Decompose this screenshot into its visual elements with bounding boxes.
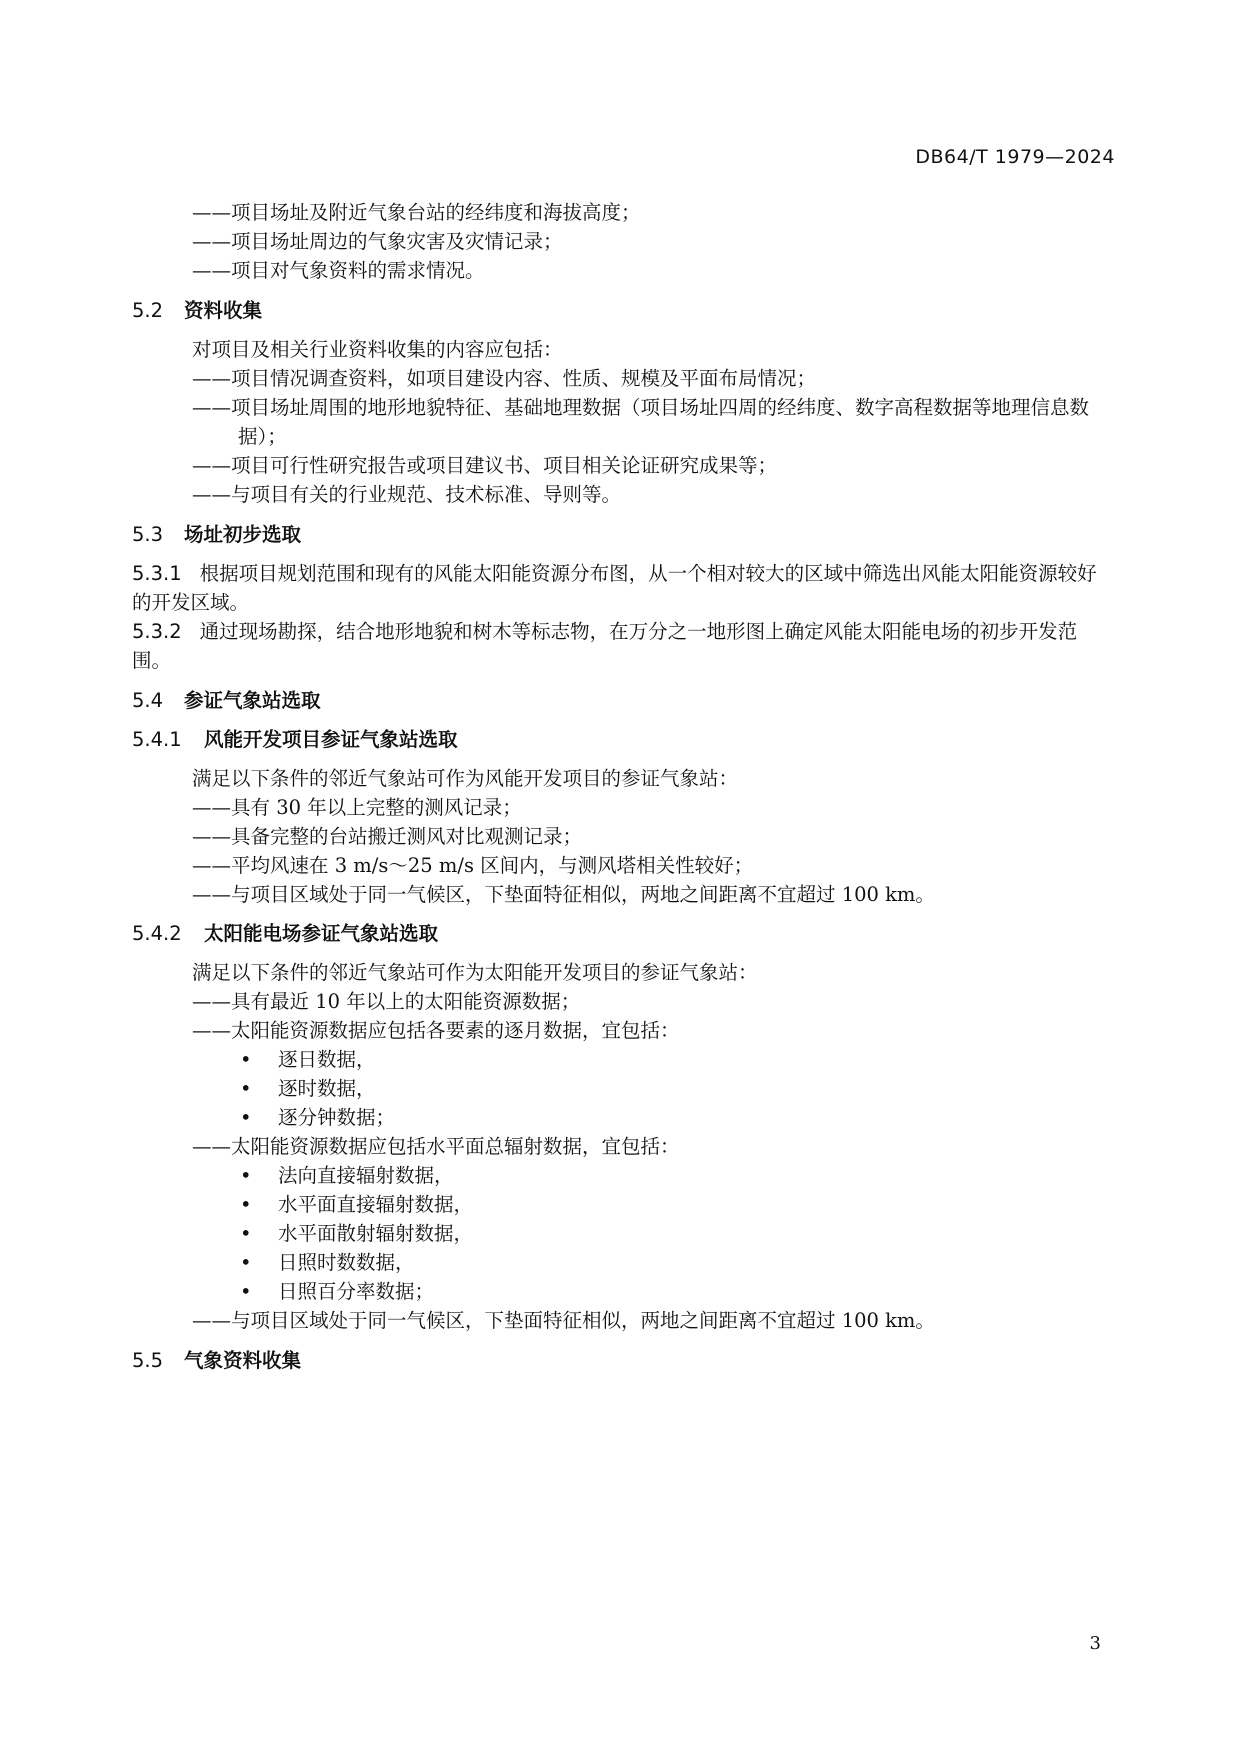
section-heading-5-3 [132,520,1116,549]
document-code: DB64/T 1979—2024 [915,146,1115,168]
subsection-heading-5-4-2 [132,919,1116,948]
bullet-item [146,1190,1116,1219]
bullet-dot-icon: • [240,1193,252,1216]
list-item: ——具备完整的台站搬迁测风对比观测记录； [192,825,583,848]
page-content [132,198,1116,1375]
list-item: ——具有 30 年以上完整的测风记录； [192,796,522,819]
section-number: 5.4 [132,689,164,712]
bullet-dot-icon: • [240,1222,252,1245]
page-number: 3 [1089,1633,1101,1654]
list-item: ——项目对气象资料的需求情况。 [192,259,485,282]
bullet-item [146,1103,1116,1132]
paragraph: 对项目及相关行业资料收集的内容应包括： [192,338,563,361]
clause-5-3-1 [132,559,1116,617]
bullet-item [146,1045,1116,1074]
list-item: ——太阳能资源数据应包括水平面总辐射数据，宜包括： [192,1135,680,1158]
bullet-dot-icon: • [240,1280,252,1303]
list-item: ——与项目区域处于同一气候区，下垫面特征相似，两地之间距离不宜超过 100 km。 [192,883,935,906]
section-title: 场址初步选取 [184,523,302,546]
bullet-dot-icon: • [240,1077,252,1100]
section-title: 气象资料收集 [184,1349,302,1372]
list-item: ——项目可行性研究报告或项目建议书、项目相关论证研究成果等； [192,454,778,477]
section-title: 风能开发项目参证气象站选取 [204,728,458,751]
list-item: ——项目场址周围的地形地貌特征、基础地理数据（项目场址四周的经纬度、数字高程数据等地理信息数据）； [192,396,1090,448]
clause-number: 5.3.2 [132,620,182,643]
bullet-item [146,1219,1116,1248]
section-number: 5.3 [132,523,164,546]
paragraph: 满足以下条件的邻近气象站可作为太阳能开发项目的参证气象站： [192,961,758,984]
bullet-text: 法向直接辐射数据， [278,1164,454,1187]
section-title: 参证气象站选取 [184,689,321,712]
clause-text: 根据项目规划范围和现有的风能太阳能资源分布图，从一个相对较大的区域中筛选出风能太阳能资源较好的开发区域。 [132,562,1097,614]
list-item: ——项目情况调查资料，如项目建设内容、性质、规模及平面布局情况； [192,367,817,390]
bullet-dot-icon: • [240,1164,252,1187]
bullet-item [146,1161,1116,1190]
bullet-dot-icon: • [240,1048,252,1071]
list-item: ——具有最近 10 年以上的太阳能资源数据； [192,990,581,1013]
bullet-text: 日照时数数据， [278,1251,415,1274]
paragraph: 满足以下条件的邻近气象站可作为风能开发项目的参证气象站： [192,767,739,790]
list-item: ——项目场址周边的气象灾害及灾情记录； [192,230,563,253]
list-item: ——与项目有关的行业规范、技术标准、导则等。 [192,483,622,506]
list-item: ——项目场址及附近气象台站的经纬度和海拔高度； [192,201,641,224]
section-title: 资料收集 [184,299,263,322]
bullet-text: 逐分钟数据； [278,1106,396,1129]
section-heading-5-4 [132,686,1116,715]
bullet-text: 日照百分率数据； [278,1280,435,1303]
bullet-text: 水平面散射辐射数据， [278,1222,474,1245]
bullet-text: 逐时数据， [278,1077,376,1100]
section-heading-5-5 [132,1346,1116,1375]
section-number: 5.5 [132,1349,164,1372]
bullet-item [146,1248,1116,1277]
clause-5-3-2 [132,617,1116,675]
clause-number: 5.3.1 [132,562,182,585]
section-number: 5.2 [132,299,164,322]
bullet-text: 水平面直接辐射数据， [278,1193,474,1216]
bullet-dot-icon: • [240,1106,252,1129]
section-number: 5.4.2 [132,922,182,945]
section-heading-5-2 [132,296,1116,325]
section-number: 5.4.1 [132,728,182,751]
section-title: 太阳能电场参证气象站选取 [204,922,439,945]
list-item: ——太阳能资源数据应包括各要素的逐月数据，宜包括： [192,1019,680,1042]
list-item: ——与项目区域处于同一气候区，下垫面特征相似，两地之间距离不宜超过 100 km。 [192,1309,935,1332]
bullet-text: 逐日数据， [278,1048,376,1071]
bullet-dot-icon: • [240,1251,252,1274]
subsection-heading-5-4-1 [132,725,1116,754]
bullet-item [146,1074,1116,1103]
list-item: ——平均风速在 3 m/s～25 m/s 区间内，与测风塔相关性较好； [192,854,754,877]
bullet-item [146,1277,1116,1306]
clause-text: 通过现场勘探，结合地形地貌和树木等标志物，在万分之一地形图上确定风能太阳能电场的初步开发范围。 [132,620,1078,672]
